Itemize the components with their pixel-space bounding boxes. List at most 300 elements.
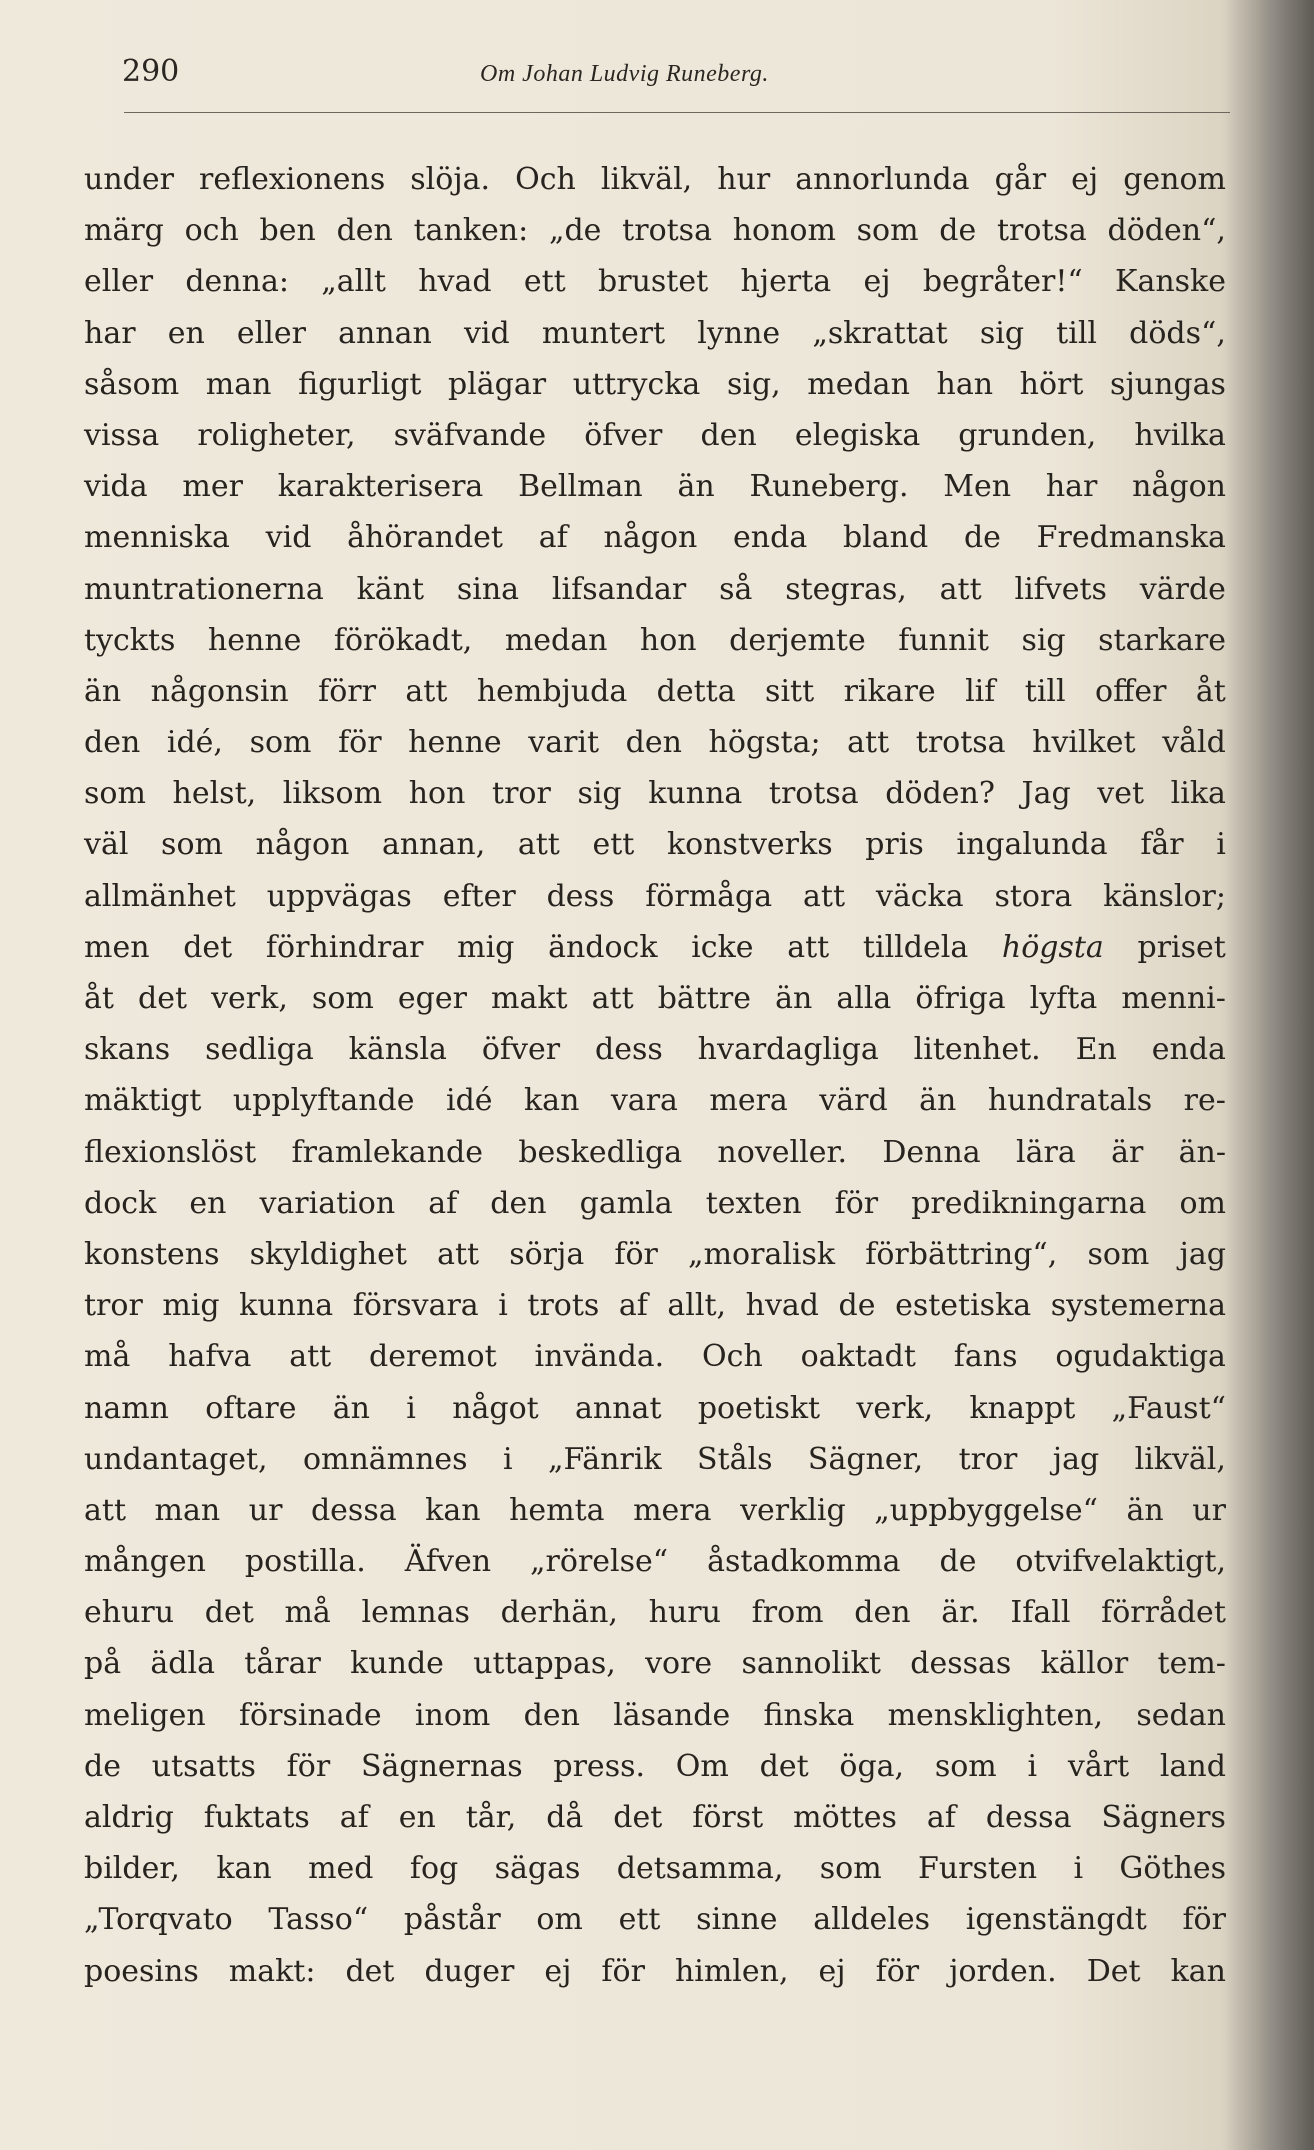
text-line: [84, 871, 1226, 922]
text-word: kunde: [350, 1646, 444, 1682]
text-word: ej: [863, 264, 891, 300]
text-word: kunna: [648, 776, 743, 812]
text-line: [84, 973, 1226, 1024]
text-word: i: [1027, 1748, 1038, 1784]
text-word: begråter!“: [922, 264, 1083, 300]
text-word: alla: [836, 981, 892, 1016]
text-word: åhörandet: [347, 520, 503, 556]
text-word: i: [502, 1441, 513, 1477]
text-line: [84, 1690, 1226, 1741]
text-word: reflexionens: [199, 162, 386, 197]
text-word: hur: [717, 162, 771, 197]
text-word: genom: [1123, 162, 1226, 197]
text-word: „allt: [321, 264, 386, 300]
text-word: vårt: [1067, 1748, 1130, 1784]
text-word: makt: [491, 981, 568, 1016]
text-line: [84, 1331, 1226, 1382]
text-word: mera: [709, 1083, 788, 1119]
text-line: [84, 1638, 1226, 1689]
text-word: land: [1159, 1748, 1226, 1784]
text-word: beskedliga: [518, 1134, 683, 1170]
text-word: ogudaktiga: [1055, 1339, 1226, 1375]
text-word: som: [311, 981, 374, 1016]
text-word: Kanske: [1115, 264, 1226, 300]
text-word: förrådet: [1101, 1595, 1226, 1631]
text-word: försinade: [238, 1697, 382, 1733]
text-word: hundratals: [987, 1083, 1153, 1119]
body-text: [84, 154, 1226, 1997]
text-word: i: [406, 1390, 416, 1426]
text-word: det: [613, 1800, 663, 1835]
text-word: sägas: [494, 1851, 581, 1887]
text-word: liksom: [282, 776, 383, 812]
text-word: ben: [259, 213, 316, 249]
text-word: framlekande: [291, 1134, 483, 1170]
text-word: sinne: [696, 1902, 778, 1938]
text-word: till: [1024, 673, 1066, 709]
text-word: som: [1087, 1236, 1150, 1272]
text-word: för: [286, 1748, 331, 1784]
text-word: bland: [842, 520, 929, 556]
text-word: den: [854, 1595, 911, 1631]
text-word: våld: [1162, 725, 1226, 761]
text-word: re-: [1183, 1083, 1226, 1119]
text-word: oftare: [205, 1390, 297, 1426]
text-line: [84, 410, 1226, 461]
text-word: priset: [1137, 929, 1226, 965]
text-word: lika: [1170, 776, 1226, 812]
text-word: för: [601, 1953, 645, 1989]
text-word: starkare: [1098, 622, 1226, 658]
text-word: hjerta: [740, 264, 832, 300]
text-word: öga,: [839, 1748, 905, 1784]
text-word: åt: [84, 981, 114, 1016]
text-line: [84, 1536, 1226, 1587]
text-word: deremot: [369, 1339, 497, 1375]
text-word: Sägners: [1101, 1800, 1226, 1835]
text-line: [84, 1792, 1226, 1843]
text-line: [84, 461, 1226, 512]
text-word: Ifall: [1010, 1595, 1071, 1631]
text-word: öfver: [584, 417, 663, 453]
text-line: [84, 1178, 1226, 1229]
text-word: något: [452, 1390, 539, 1426]
text-word: känsla: [348, 1032, 447, 1068]
text-word: såsom: [84, 366, 180, 402]
text-word: undantaget,: [84, 1441, 268, 1477]
text-word: hon: [408, 776, 466, 812]
text-word: trots: [527, 1288, 600, 1324]
text-word: skyldighet: [249, 1236, 407, 1272]
text-word: Om: [675, 1748, 729, 1784]
text-word: Men: [943, 469, 1012, 505]
text-word: trotsa: [768, 776, 859, 812]
text-word: slöja.: [410, 162, 491, 197]
header-rule: [124, 112, 1230, 113]
text-word: hvad: [418, 264, 492, 300]
text-word: uppvägas: [266, 878, 412, 914]
text-word: någonsin: [150, 673, 289, 709]
text-word: som: [249, 725, 312, 761]
text-word: vore: [645, 1646, 713, 1682]
running-head: [0, 52, 1314, 92]
text-word: sedan: [1136, 1697, 1226, 1733]
text-word: den: [523, 1697, 580, 1733]
text-word: Sägnernas: [360, 1748, 523, 1784]
text-word: ädla: [150, 1646, 215, 1682]
text-line: [84, 1383, 1226, 1434]
text-word: med: [308, 1851, 374, 1887]
text-word: att: [289, 1339, 332, 1375]
text-word: jorden.: [949, 1953, 1057, 1989]
text-word: en: [398, 1800, 436, 1835]
text-word: „skrattat: [812, 315, 948, 351]
text-word: lynne: [697, 315, 781, 351]
text-word: figurligt: [298, 366, 422, 402]
text-word: annorlunda: [795, 162, 970, 197]
text-word: än: [332, 1390, 370, 1426]
text-word: kan: [524, 1083, 580, 1119]
text-word: får: [1140, 827, 1184, 863]
text-word: någon: [603, 520, 698, 556]
text-word: det: [204, 1595, 254, 1631]
text-word: roligheter,: [197, 417, 356, 453]
text-word: vida: [84, 469, 148, 505]
text-word: henne: [207, 622, 302, 658]
text-word: Bellman: [518, 469, 643, 505]
text-word: än: [919, 1083, 957, 1119]
text-word: af: [538, 520, 568, 556]
text-word: han: [936, 366, 994, 402]
text-word: annan,: [381, 827, 486, 863]
text-word: man: [205, 366, 272, 402]
text-word: af: [339, 1800, 369, 1835]
text-word: går: [994, 162, 1047, 197]
text-word: duger: [424, 1953, 515, 1989]
text-word: förbättring“,: [865, 1236, 1058, 1272]
text-line: [84, 922, 1226, 973]
text-word: offer: [1095, 673, 1167, 709]
text-word: rikare: [843, 673, 936, 709]
text-word: hembjuda: [476, 673, 628, 709]
text-word: väcka: [875, 878, 964, 914]
text-line: [84, 615, 1226, 666]
text-word: döden“,: [1107, 213, 1226, 249]
text-word: fog: [409, 1851, 459, 1887]
text-word: man: [154, 1492, 221, 1528]
text-word: derhän,: [500, 1595, 618, 1631]
text-line: [84, 1587, 1226, 1638]
text-word: mer: [182, 469, 243, 505]
text-word: detsamma,: [616, 1851, 784, 1887]
text-word: „moralisk: [688, 1236, 836, 1272]
text-word: det: [183, 929, 233, 965]
text-word: än: [677, 469, 715, 505]
text-word: systemerna: [1050, 1288, 1226, 1324]
text-word: förmåga: [645, 878, 773, 914]
text-word: varit: [528, 725, 600, 761]
text-word: fuktats: [203, 1800, 310, 1835]
running-title: Om Johan Ludvig Runeberg.: [480, 61, 769, 87]
text-line: [84, 1024, 1226, 1075]
page-number: 290: [122, 54, 180, 89]
text-word: att: [517, 827, 560, 863]
text-word: „rörelse“: [530, 1544, 669, 1580]
text-word: ett: [592, 827, 635, 863]
text-word: det: [345, 1953, 395, 1989]
text-word: uttappas,: [473, 1646, 616, 1682]
text-line: [84, 1894, 1226, 1945]
text-word: bättre: [657, 981, 752, 1016]
text-word: mensklighten,: [887, 1697, 1104, 1733]
text-word: dessa: [985, 1800, 1072, 1835]
text-line: [84, 154, 1226, 205]
text-word: sina: [456, 571, 520, 607]
text-word: En: [1075, 1032, 1117, 1068]
text-word: Sägner,: [807, 1441, 924, 1477]
text-word: oaktadt: [800, 1339, 916, 1375]
text-word: kan: [425, 1492, 481, 1528]
text-word: brustet: [598, 264, 709, 300]
text-word: att: [437, 1236, 480, 1272]
text-word: att: [939, 571, 982, 607]
text-word: dess: [595, 1032, 663, 1068]
text-word: Tasso“: [268, 1902, 369, 1938]
text-word: kunna: [239, 1288, 334, 1324]
text-word: som: [819, 1851, 882, 1887]
text-word: i: [498, 1288, 508, 1324]
text-word: för: [834, 1185, 879, 1221]
text-word: förhindrar: [265, 929, 424, 965]
text-word: på: [84, 1646, 122, 1682]
text-word: sörja: [509, 1236, 585, 1272]
text-word: hafva: [168, 1339, 252, 1375]
text-word: inom: [414, 1697, 491, 1733]
text-word: verk,: [856, 1390, 934, 1426]
text-word: den: [336, 213, 393, 249]
text-word: under: [84, 162, 174, 197]
text-word: sig: [979, 315, 1025, 351]
text-word: för: [875, 1953, 920, 1989]
text-word: värd: [819, 1083, 888, 1119]
text-word: „Torqvato: [84, 1902, 233, 1938]
text-word: än: [775, 981, 813, 1016]
text-word: knappt: [969, 1390, 1076, 1426]
text-word: att: [405, 673, 448, 709]
text-word: himlen,: [674, 1953, 789, 1989]
text-word: förökadt,: [333, 622, 473, 658]
text-word: utsatts: [151, 1748, 256, 1784]
text-word: försvara: [352, 1288, 479, 1324]
text-word: lyfta: [1029, 981, 1098, 1016]
text-word: from: [751, 1595, 824, 1631]
text-word: af: [926, 1800, 956, 1835]
text-word: tilldela: [862, 929, 969, 965]
text-word: uttrycka: [572, 366, 701, 402]
text-word: men: [84, 929, 150, 965]
text-line: [84, 1741, 1226, 1792]
text-word: än: [1126, 1492, 1164, 1528]
text-line: [84, 1229, 1226, 1280]
text-word: Fursten: [918, 1851, 1038, 1887]
text-word: någon: [1132, 469, 1226, 505]
text-word: skans: [84, 1032, 171, 1068]
text-line: [84, 1946, 1226, 1997]
text-word: funnit: [898, 622, 989, 658]
text-word: alldeles: [813, 1902, 931, 1938]
text-word: enda: [733, 520, 808, 556]
text-word: enda: [1151, 1032, 1226, 1068]
text-word: ej: [818, 1953, 846, 1989]
text-word: variation: [259, 1185, 396, 1221]
text-word: ej: [1071, 162, 1099, 197]
text-word: dock: [84, 1185, 157, 1221]
text-word: den: [700, 417, 757, 453]
text-word: de: [939, 1544, 977, 1580]
text-word: annan: [338, 315, 432, 351]
text-word: tårar: [244, 1646, 321, 1682]
text-word: än: [84, 673, 122, 709]
text-word: poetiskt: [697, 1390, 821, 1426]
text-word: „de: [548, 213, 602, 249]
text-word: lifvets: [1014, 571, 1107, 607]
text-word: öfver: [481, 1032, 561, 1068]
text-line: [84, 512, 1226, 563]
text-word: sig: [577, 776, 622, 812]
text-line: [84, 359, 1226, 410]
text-word: de: [963, 520, 1001, 556]
text-word: som: [934, 1748, 997, 1784]
text-word: att: [803, 878, 846, 914]
text-word: litenhet.: [913, 1032, 1041, 1068]
text-line: [84, 1127, 1226, 1178]
text-word: elegiska: [794, 417, 921, 453]
text-word: denna:: [185, 264, 289, 300]
text-word: huru: [648, 1595, 721, 1631]
text-line: [84, 717, 1226, 768]
text-word: idé: [445, 1083, 493, 1119]
text-word: derjemte: [729, 622, 866, 658]
text-word: de: [84, 1748, 121, 1784]
text-word: i: [1073, 1851, 1084, 1887]
text-word: då: [546, 1800, 584, 1835]
text-line: [84, 256, 1226, 307]
text-word: efter: [442, 878, 516, 914]
text-word: möttes: [793, 1800, 897, 1835]
text-word: tror: [958, 1441, 1018, 1477]
text-word: känt: [356, 571, 425, 607]
text-word: lifsandar: [551, 571, 687, 607]
text-word: hon: [639, 622, 697, 658]
text-word: vid: [463, 315, 510, 351]
text-word: trotsa: [915, 725, 1006, 761]
text-word: värde: [1139, 571, 1226, 607]
text-word: menniska: [84, 520, 230, 556]
text-word: döden?: [885, 776, 995, 812]
text-word: idé,: [166, 725, 223, 761]
text-word: och: [184, 213, 239, 249]
text-word: Och: [515, 162, 576, 197]
text-word: Fredmanska: [1036, 520, 1226, 556]
text-word: eller: [84, 264, 154, 300]
text-word: verklig: [740, 1492, 846, 1528]
text-word: verk,: [211, 981, 288, 1016]
text-word: karakterisera: [277, 469, 484, 505]
text-word: påstår: [403, 1902, 501, 1938]
text-word: ett: [523, 264, 566, 300]
text-word: den: [490, 1185, 547, 1221]
text-word: hvad: [745, 1288, 819, 1324]
text-word: menni-: [1121, 981, 1226, 1016]
text-word: eger: [397, 981, 467, 1016]
text-word: för: [338, 725, 382, 761]
text-word: någon: [255, 827, 350, 863]
text-word: stegras,: [785, 571, 907, 607]
text-word: namn: [84, 1390, 169, 1426]
text-word: sjungas: [1110, 366, 1226, 402]
text-word: „uppbyggelse“: [874, 1492, 1098, 1528]
text-word: vid: [265, 520, 312, 556]
text-word: vissa: [84, 417, 160, 453]
text-word: ur: [1192, 1492, 1226, 1528]
text-word: dess: [546, 878, 615, 914]
text-word: som: [856, 213, 919, 249]
text-word: att: [84, 1492, 126, 1528]
text-word: af: [618, 1288, 648, 1324]
text-word: känslor;: [1103, 878, 1226, 914]
text-word: sannolikt: [741, 1646, 881, 1682]
text-word: muntrationerna: [84, 571, 324, 607]
text-word: upplyftande: [232, 1083, 415, 1119]
text-word: eller: [236, 315, 306, 351]
text-word: tyckts: [84, 622, 176, 658]
text-word: allt,: [667, 1288, 727, 1324]
text-word: må: [84, 1339, 131, 1375]
text-word: finska: [763, 1697, 855, 1733]
text-word: än-: [1178, 1134, 1226, 1170]
text-word: Jag: [1021, 776, 1071, 812]
text-line: [84, 1075, 1226, 1126]
text-word: som: [84, 776, 146, 812]
text-word: har: [1045, 469, 1098, 505]
text-word: tror: [84, 1288, 143, 1324]
text-word: flexionslöst: [84, 1134, 257, 1170]
text-line: [84, 564, 1226, 615]
text-word: omnämnes: [302, 1441, 468, 1477]
text-word: muntert: [541, 315, 666, 351]
text-word: är.: [941, 1595, 980, 1631]
text-word: som: [161, 827, 223, 863]
text-word: sitt: [765, 673, 815, 709]
text-word: det: [759, 1748, 809, 1784]
text-word: hvilket: [1032, 725, 1136, 761]
text-word: medan: [807, 366, 910, 402]
text-word: honom: [732, 213, 836, 249]
text-word: jag: [1052, 1441, 1100, 1477]
text-word: detta: [656, 673, 736, 709]
text-word: „Fänrik: [547, 1441, 662, 1477]
text-word: texten: [705, 1185, 802, 1221]
text-word: till: [1056, 315, 1098, 351]
text-word: hört: [1019, 366, 1084, 402]
text-line: [84, 205, 1226, 256]
text-word: om: [536, 1902, 583, 1938]
text-word: likväl,: [1134, 1441, 1226, 1477]
text-word: mig: [162, 1288, 220, 1324]
text-line: [84, 1843, 1226, 1894]
text-word: bilder,: [84, 1851, 180, 1887]
text-word: sväfvande: [393, 417, 547, 453]
